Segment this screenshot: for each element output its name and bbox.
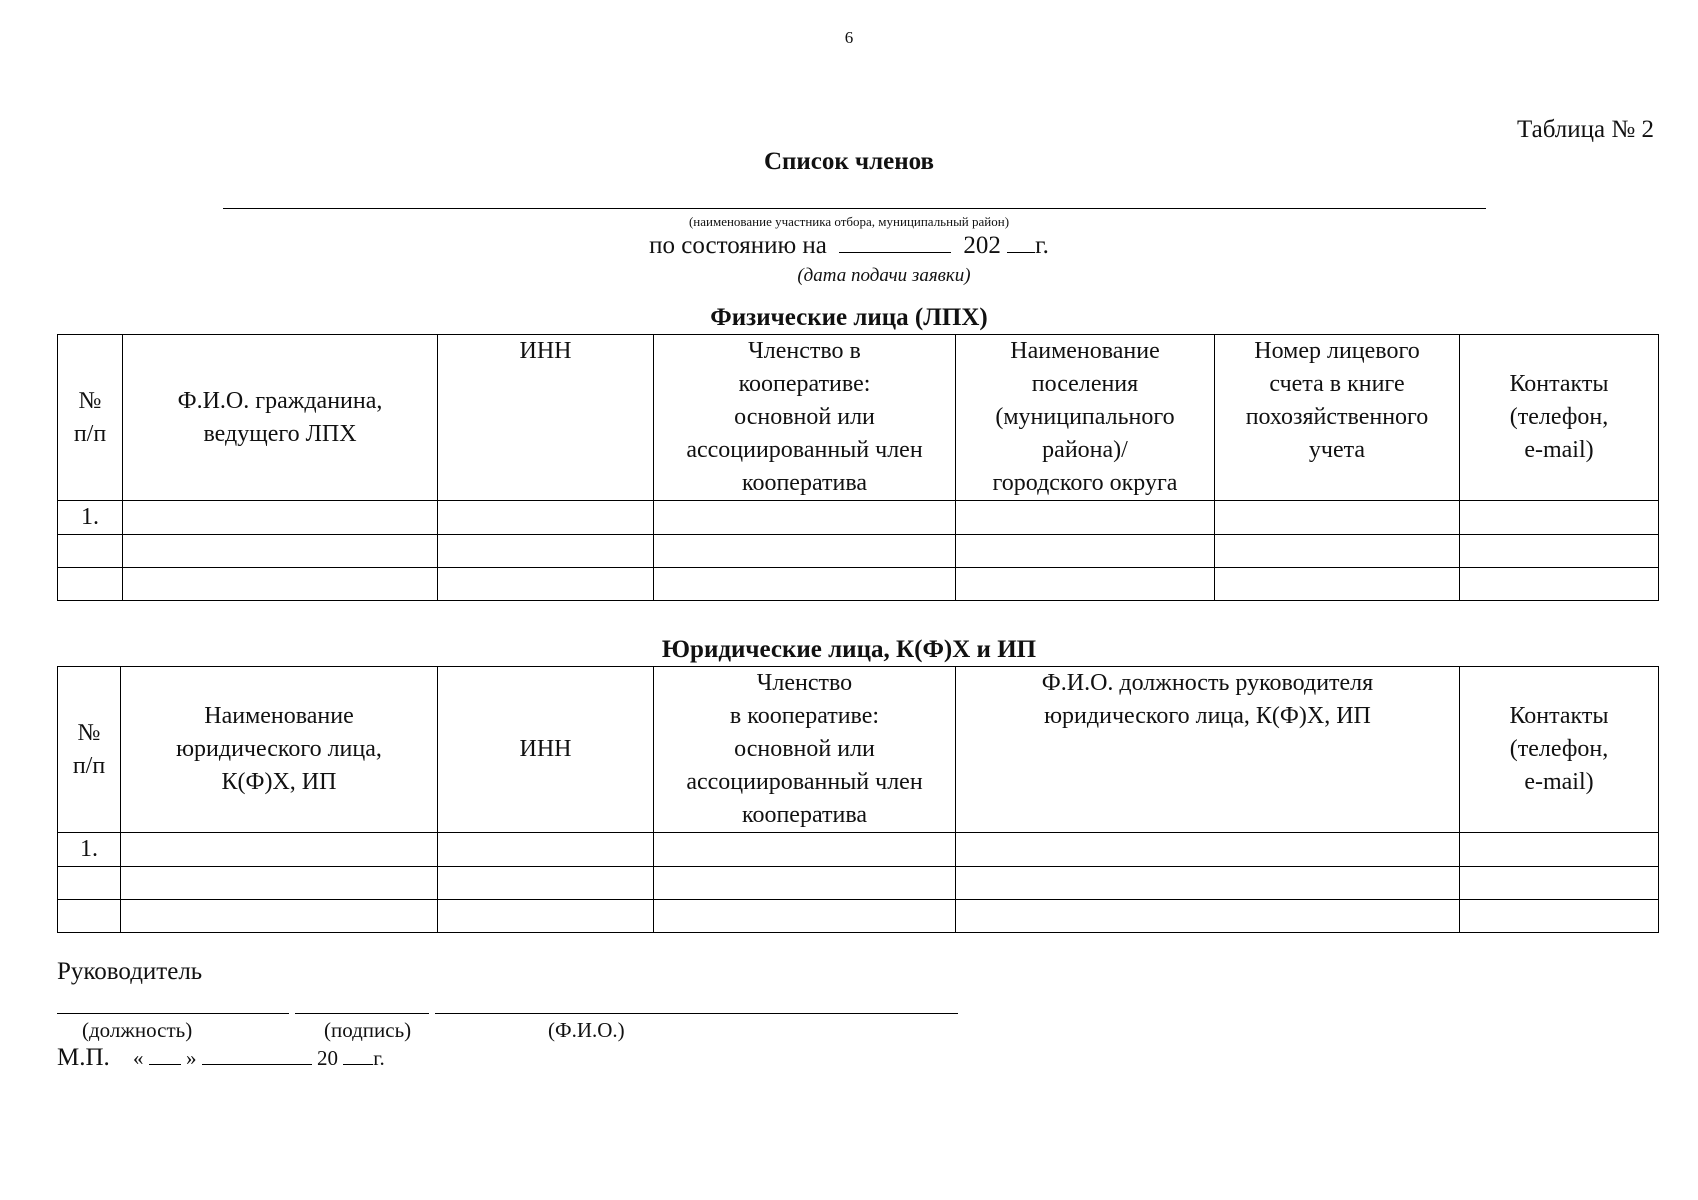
table-cell[interactable] (956, 535, 1215, 568)
table-cell[interactable] (654, 900, 956, 933)
table-cell[interactable] (121, 900, 438, 933)
table-cell[interactable] (58, 535, 123, 568)
position-caption: (должность) (82, 1018, 193, 1042)
signature-caption: (подпись) (324, 1018, 412, 1042)
table-cell[interactable] (1215, 568, 1460, 601)
month-blank[interactable] (202, 1046, 312, 1065)
individuals-section-title: Физические лица (ЛПХ) (710, 304, 988, 331)
table-cell[interactable] (123, 501, 438, 535)
as-of-suffix: г. (1035, 232, 1049, 259)
col-header-entity-name: Наименование юридического лица, К(Ф)Х, ИП (121, 667, 438, 833)
date-close-quote: » (186, 1046, 197, 1070)
table-row (58, 833, 1659, 867)
table-cell[interactable] (58, 867, 121, 900)
table-cell[interactable] (438, 833, 654, 867)
organization-blank-line[interactable] (223, 208, 1486, 209)
col-header-inn: ИНН (438, 667, 654, 833)
table-cell[interactable] (956, 833, 1460, 867)
stamp-label: М.П. (57, 1044, 110, 1071)
table-number: Таблица № 2 (1516, 116, 1654, 143)
table-cell[interactable] (654, 568, 956, 601)
table-row (58, 867, 1659, 900)
col-header-citizen-name: Ф.И.О. гражданина, ведущего ЛПХ (123, 335, 438, 501)
table-cell[interactable] (956, 900, 1460, 933)
table-cell[interactable] (1215, 501, 1460, 535)
table-cell[interactable] (123, 535, 438, 568)
table-row (58, 568, 1659, 601)
table-cell[interactable] (1460, 535, 1659, 568)
col-header-director-name: Ф.И.О. должность руководителя юридического лица, К(Ф)Х, ИП (956, 667, 1460, 833)
as-of-date-blank[interactable] (839, 232, 951, 253)
as-of-prefix: по состоянию на (649, 232, 827, 259)
table-cell[interactable] (123, 568, 438, 601)
table-cell[interactable] (121, 867, 438, 900)
signature-date (133, 1046, 385, 1071)
year-prefix: 20 (317, 1046, 338, 1070)
col-header-account-number: Номер лицевого счета в книге похозяйственного учета (1215, 335, 1460, 501)
table-row (58, 501, 1659, 535)
table-row (58, 535, 1659, 568)
col-header-settlement: Наименование поселения (муниципального района)/ городского округа (956, 335, 1215, 501)
table-cell[interactable] (58, 568, 123, 601)
table-cell[interactable] (58, 900, 121, 933)
year-blank[interactable] (343, 1046, 373, 1065)
col-header-membership: Членство в кооперативе: основной или ассоциированный член кооператива (654, 335, 956, 501)
table-cell[interactable]: 1. (58, 833, 121, 867)
table-cell[interactable] (956, 568, 1215, 601)
table-cell[interactable] (654, 867, 956, 900)
day-blank[interactable] (149, 1046, 181, 1065)
table-cell[interactable] (438, 501, 654, 535)
table-cell[interactable] (438, 568, 654, 601)
full-name-caption: (Ф.И.О.) (548, 1018, 625, 1042)
col-header-membership: Членство в кооперативе: основной или ассоциированный член кооператива (654, 667, 956, 833)
signature-blank-line[interactable] (295, 1013, 429, 1014)
col-header-contacts: Контакты (телефон, e-mail) (1460, 667, 1659, 833)
table-cell[interactable] (654, 833, 956, 867)
col-header-inn: ИНН (438, 335, 654, 501)
legal-entities-table (57, 666, 1659, 933)
as-of-caption: (дата подачи заявки) (797, 265, 971, 286)
table-cell[interactable] (1460, 568, 1659, 601)
table-cell[interactable] (654, 535, 956, 568)
col-header-contacts: Контакты (телефон, e-mail) (1460, 335, 1659, 501)
individuals-table (57, 334, 1659, 601)
legal-section-title: Юридические лица, К(Ф)Х и ИП (661, 636, 1037, 663)
organization-caption: (наименование участника отбора, муниципальный район) (688, 214, 1010, 229)
table-cell[interactable] (1215, 535, 1460, 568)
director-label: Руководитель (57, 958, 203, 985)
table-cell[interactable] (956, 867, 1460, 900)
col-header-number: № п/п (58, 335, 123, 501)
full-name-blank-line[interactable] (435, 1013, 958, 1014)
page-number: 6 (844, 28, 854, 47)
table-cell[interactable] (1460, 501, 1659, 535)
table-cell[interactable] (438, 867, 654, 900)
table-cell[interactable] (438, 535, 654, 568)
year-suffix: г. (373, 1046, 385, 1070)
as-of-year-blank[interactable] (1007, 232, 1035, 253)
as-of-line (0, 232, 1698, 260)
legal-header-row (58, 667, 1659, 833)
table-row (58, 900, 1659, 933)
table-cell[interactable] (1460, 833, 1659, 867)
individuals-header-row (58, 335, 1659, 501)
position-blank-line[interactable] (57, 1013, 289, 1014)
table-cell[interactable]: 1. (58, 501, 123, 535)
col-header-number: № п/п (58, 667, 121, 833)
table-cell[interactable] (121, 833, 438, 867)
date-open-quote: « (133, 1046, 144, 1070)
table-cell[interactable] (1460, 900, 1659, 933)
table-cell[interactable] (654, 501, 956, 535)
table-cell[interactable] (438, 900, 654, 933)
as-of-year: 202 (963, 232, 1001, 259)
document-title: Список членов (763, 148, 935, 175)
table-cell[interactable] (956, 501, 1215, 535)
table-cell[interactable] (1460, 867, 1659, 900)
